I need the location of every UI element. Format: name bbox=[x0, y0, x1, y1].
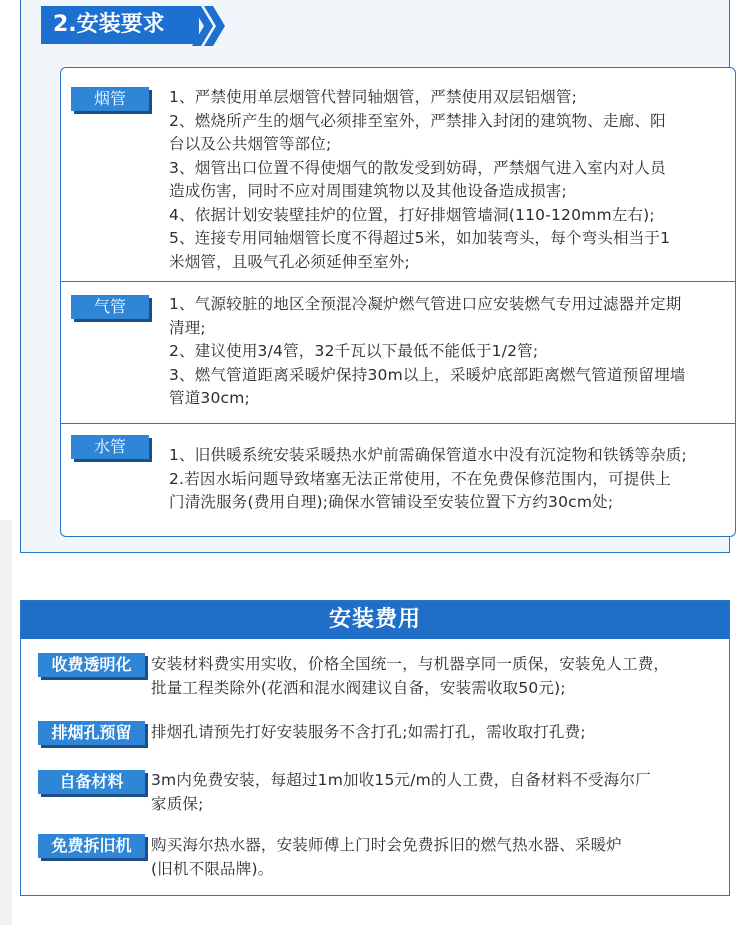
text-line: 3m内免费安装，每超过1m加收15元/m的人工费，自备材料不受海尔厂 bbox=[151, 771, 651, 789]
category-tag: 气管 bbox=[71, 295, 149, 319]
category-text bbox=[169, 293, 733, 411]
text-line: 3、燃气管道距离采暖炉保持30m以上，采暖炉底部距离燃气管道预留埋墙 bbox=[169, 365, 686, 384]
fee-text bbox=[151, 721, 725, 745]
category-flue bbox=[69, 86, 735, 286]
text-line: 3、烟管出口位置不得使烟气的散发受到妨碍，严禁烟气进入室内对人员 bbox=[169, 158, 666, 177]
text-line: 安装材料费实用实收，价格全国统一，与机器享同一质保，安装免人工费， bbox=[151, 655, 670, 673]
row-divider bbox=[61, 423, 735, 424]
fee-text bbox=[151, 769, 725, 816]
fee-text bbox=[151, 834, 725, 881]
page-edge-strip bbox=[0, 520, 12, 925]
text-line: 排烟孔请预先打好安装服务不含打孔;如需打孔，需收取打孔费; bbox=[151, 723, 586, 741]
text-line: 管道30cm; bbox=[169, 389, 250, 407]
section-title: 2.安装要求 bbox=[41, 6, 199, 44]
text-line: 门清洗服务(费用自理);确保水管铺设至安装位置下方约30cm处; bbox=[169, 493, 614, 511]
category-water-pipe bbox=[69, 434, 735, 534]
text-line: 5、连接专用同轴烟管长度不得超过5米，如加装弯头，每个弯头相当于1 bbox=[169, 229, 671, 247]
category-text bbox=[169, 86, 733, 274]
fee-tag: 免费拆旧机 bbox=[38, 834, 145, 858]
text-line: 清理; bbox=[169, 318, 206, 337]
text-line: 造成伤害，同时不应对周围建筑物以及其他设备造成损害; bbox=[169, 182, 567, 200]
double-chevron-right-icon bbox=[192, 6, 228, 46]
requirements-panel bbox=[60, 67, 736, 537]
text-line: 1、严禁使用单层烟管代替同轴烟管，严禁使用双层铝烟管; bbox=[169, 88, 577, 106]
text-line: (旧机不限品牌)。 bbox=[151, 859, 274, 878]
category-tag: 烟管 bbox=[71, 87, 149, 111]
text-line: 1、气源较脏的地区全预混冷凝炉燃气管进口应安装燃气专用过滤器并定期 bbox=[169, 295, 682, 313]
category-gas-pipe bbox=[69, 291, 735, 421]
text-line: 台以及公共烟管等部位; bbox=[169, 135, 332, 153]
installation-requirements-section bbox=[20, 0, 730, 553]
text-line: 1、旧供暖系统安装采暖热水炉前需确保管道水中没有沉淀物和铁锈等杂质; bbox=[169, 446, 687, 464]
installation-fees-section bbox=[20, 600, 730, 896]
section-title: 安装费用 bbox=[21, 601, 729, 639]
text-line: 购买海尔热水器，安装师傅上门时会免费拆旧的燃气热水器、采暖炉 bbox=[151, 836, 623, 854]
category-text bbox=[169, 444, 733, 515]
text-line: 2、燃烧所产生的烟气必须排至室外，严禁排入封闭的建筑物、走廊、阳 bbox=[169, 111, 666, 130]
text-line: 米烟管，且吸气孔必须延伸至室外; bbox=[169, 252, 410, 271]
fee-tag: 收费透明化 bbox=[38, 653, 145, 677]
category-tag: 水管 bbox=[71, 435, 149, 459]
text-line: 家质保; bbox=[151, 794, 204, 813]
fee-text bbox=[151, 653, 725, 700]
text-line: 2.若因水垢问题导致堵塞无法正常使用，不在免费保修范围内，可提供上 bbox=[169, 469, 671, 488]
text-line: 批量工程类除外(花洒和混水阀建议自备，安装需收取50元); bbox=[151, 678, 566, 697]
text-line: 2、建议使用3/4管，32千瓦以下最低不能低于1/2管; bbox=[169, 342, 539, 360]
row-divider bbox=[61, 281, 735, 282]
fee-tag: 排烟孔预留 bbox=[38, 721, 145, 745]
text-line: 4、依据计划安装壁挂炉的位置，打好排烟管墙洞(110-120mm左右); bbox=[169, 205, 655, 224]
fee-tag: 自备材料 bbox=[38, 770, 145, 794]
